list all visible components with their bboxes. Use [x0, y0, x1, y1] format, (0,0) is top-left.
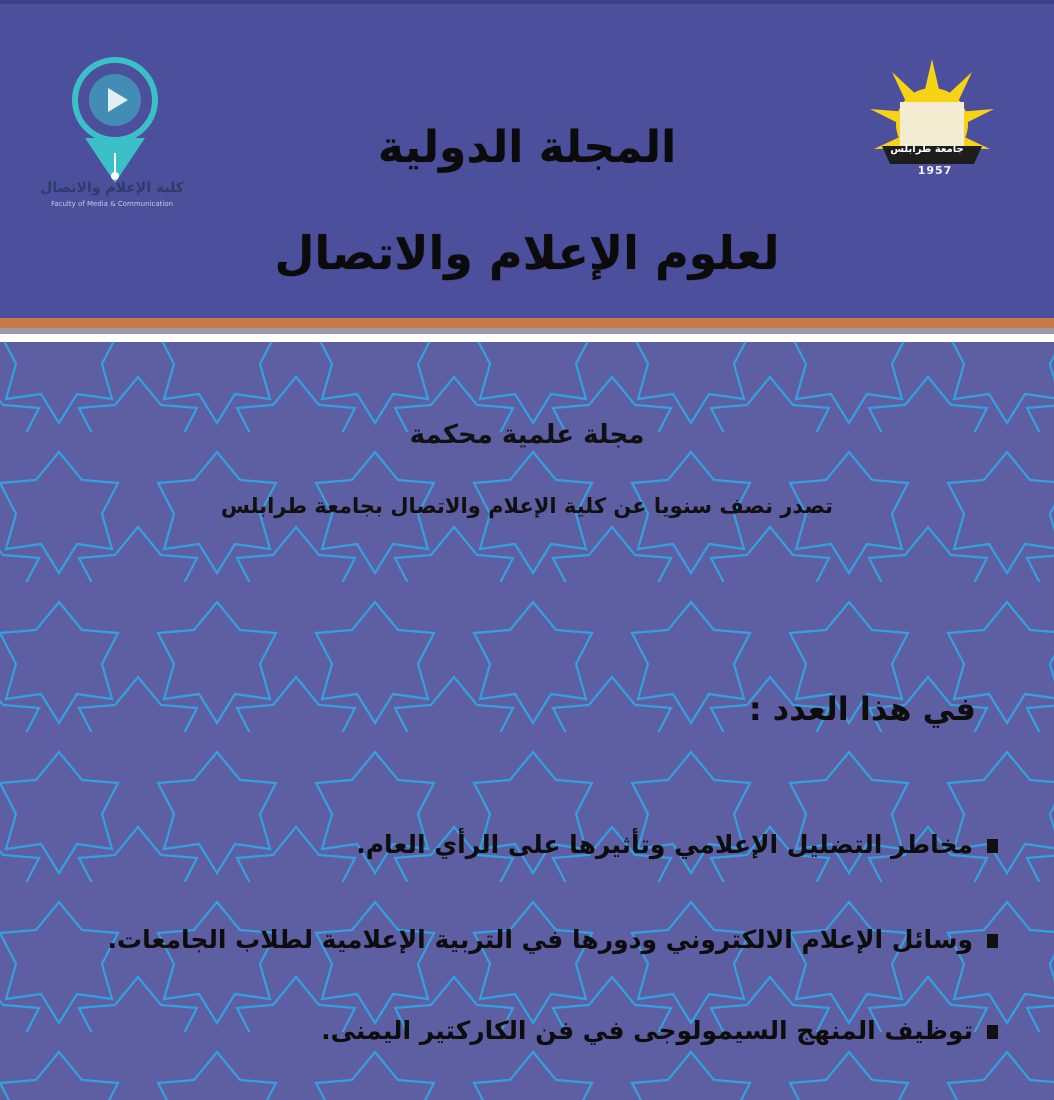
- journal-publisher-subtitle: تصدر نصف سنويا عن كلية الإعلام والاتصال بجامعة طرابلس: [220, 494, 834, 518]
- header-divider-orange: [0, 318, 1054, 328]
- issue-item: [107, 925, 998, 954]
- issue-item-text: مخاطر التضليل الإعلامي وتأثيرها على الرأي العام.: [356, 830, 973, 859]
- issue-item: [321, 1016, 998, 1045]
- issue-item: [356, 830, 998, 859]
- university-seal-year: 1957: [917, 164, 953, 177]
- university-seal-ribbon: جامعة طرابلس: [890, 144, 964, 155]
- bullet-square-icon: [987, 934, 998, 948]
- header-divider-white: [0, 334, 1054, 342]
- cover-header: [0, 0, 1054, 318]
- issue-item-text: توظيف المنهج السيمولوجى في فن الكاركتير اليمنى.: [321, 1016, 973, 1045]
- issue-item-text: وسائل الإعلام الالكتروني ودورها في التربية الإعلامية لطلاب الجامعات.: [107, 925, 973, 954]
- faculty-logo-name-en: Faculty of Media & Communication: [50, 200, 174, 208]
- journal-title-line1: المجلة الدولية: [377, 122, 677, 173]
- faculty-logo-name-ar: كلية الإعلام والاتصال: [40, 180, 184, 196]
- bullet-square-icon: [987, 1025, 998, 1039]
- bullet-square-icon: [987, 839, 998, 853]
- issue-contents-heading: في هذا العدد :: [748, 690, 976, 728]
- journal-type-subtitle: مجلة علمية محكمة: [409, 420, 645, 450]
- journal-title-line2: لعلوم الإعلام والاتصال: [274, 226, 780, 280]
